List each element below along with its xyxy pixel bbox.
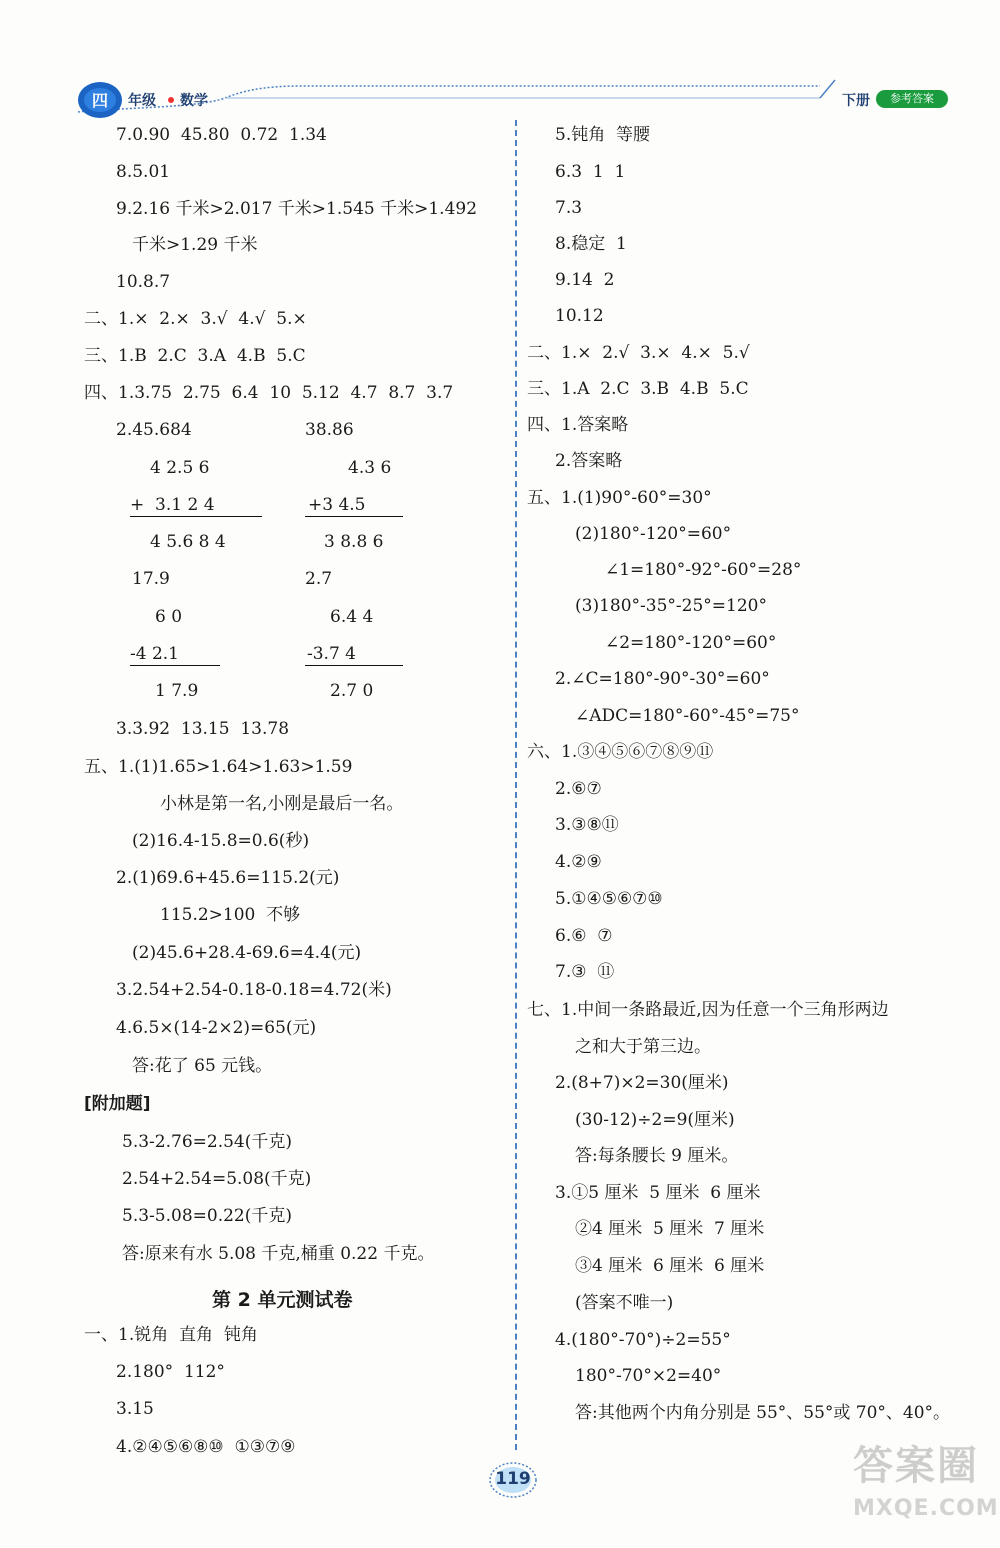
answer-line: (2)180°-120°=60° — [575, 524, 732, 544]
answer-line: 答:每条腰长 9 厘米。 — [575, 1146, 739, 1166]
vertical-calc-line: 6 0 — [155, 607, 183, 627]
answer-line: 七、1.中间一条路最近,因为任意一个三角形两边 — [527, 1000, 889, 1020]
vertical-calc-line: 4 2.5 6 — [150, 458, 210, 478]
answer-line: 10.8.7 — [116, 272, 171, 292]
answer-tag: 参考答案 — [876, 90, 948, 108]
answer-line: 2.∠C=180°-90°-30°=60° — [555, 669, 770, 689]
answer-line: 9.14 2 — [555, 270, 615, 290]
answer-line: 四、1.3.75 2.75 6.4 10 5.12 4.7 8.7 3.7 — [84, 383, 454, 403]
answer-line: 二、1.× 2.√ 3.× 4.× 5.√ — [527, 343, 750, 363]
section-label: [附加题] — [84, 1094, 151, 1114]
answer-line: 4.(180°-70°)÷2=55° — [555, 1330, 731, 1350]
answer-line: 8.稳定 1 — [555, 234, 627, 254]
answer-line: 7.0.90 45.80 0.72 1.34 — [116, 125, 327, 145]
vertical-calc-line: +3 4.5 — [308, 495, 366, 515]
grade-label: 年级 — [128, 93, 156, 109]
answer-line: 38.86 — [305, 420, 354, 440]
answer-line: ②4 厘米 5 厘米 7 厘米 — [575, 1219, 765, 1239]
dot-icon — [168, 97, 174, 103]
answer-line: 三、1.A 2.C 3.B 4.B 5.C — [527, 379, 749, 399]
answer-line: (答案不唯一) — [575, 1293, 674, 1313]
watermark-url: MXQE.COM — [853, 1496, 999, 1521]
answer-line: (2)45.6+28.4-69.6=4.4(元) — [132, 943, 362, 963]
vertical-calc-line: 2.7 0 — [330, 681, 374, 701]
vertical-calc-line: 1 7.9 — [155, 681, 199, 701]
answer-line: 五、1.(1)1.65>1.64>1.63>1.59 — [84, 757, 353, 777]
answer-line: 之和大于第三边。 — [575, 1037, 711, 1057]
answer-line: 2.答案略 — [555, 451, 623, 471]
vertical-calc-line: 6.4 4 — [330, 607, 374, 627]
answer-line: 6.3 1 1 — [555, 162, 626, 182]
calc-rule — [130, 516, 262, 518]
watermark — [845, 1420, 999, 1540]
calc-rule — [305, 516, 403, 518]
answer-line: 六、1.③④⑤⑥⑦⑧⑨⑪ — [527, 742, 714, 762]
answer-line: 6.⑥ ⑦ — [555, 926, 613, 946]
answer-line: 四、1.答案略 — [527, 415, 629, 435]
answer-line: (30-12)÷2=9(厘米) — [575, 1110, 735, 1130]
answer-line: 4.②④⑤⑥⑧⑩ ①③⑦⑨ — [116, 1437, 296, 1457]
answer-line: 三、1.B 2.C 3.A 4.B 5.C — [84, 346, 306, 366]
page-number-text: 119 — [495, 1469, 531, 1489]
answer-line: 5.①④⑤⑥⑦⑩ — [555, 889, 663, 909]
vertical-calc-line: 4.3 6 — [348, 458, 392, 478]
answer-line: (2)16.4-15.8=0.6(秒) — [132, 831, 310, 851]
answer-line: (3)180°-35°-25°=120° — [575, 596, 767, 616]
vertical-calc-line: + 3.1 2 4 — [130, 495, 215, 515]
answer-line: 10.12 — [555, 306, 604, 326]
answer-line: 4.6.5×(14-2×2)=65(元) — [116, 1018, 317, 1038]
answer-line: 千米>1.29 千米 — [132, 235, 258, 255]
answer-line: 3.3.92 13.15 13.78 — [116, 719, 290, 739]
column-divider — [515, 120, 517, 1450]
answer-line: 5.钝角 等腰 — [555, 125, 651, 145]
answer-line: 7.③ ⑪ — [555, 962, 615, 982]
answer-line: ∠2=180°-120°=60° — [605, 633, 777, 653]
calc-rule — [305, 665, 403, 667]
answer-line: 一、1.锐角 直角 钝角 — [84, 1325, 258, 1345]
answer-line: 二、1.× 2.× 3.√ 4.√ 5.× — [84, 309, 307, 329]
answer-line: ∠ADC=180°-60°-45°=75° — [575, 706, 800, 726]
answer-line: 3.15 — [116, 1399, 154, 1419]
grade-badge: 四 — [91, 91, 108, 110]
answer-line: 2.(1)69.6+45.6=115.2(元) — [116, 868, 340, 888]
answer-line: 2.54+2.54=5.08(千克) — [122, 1169, 312, 1189]
page-number — [488, 1460, 538, 1500]
answer-line: 答:其他两个内角分别是 55°、55°或 70°、40°。 — [575, 1403, 951, 1423]
answer-line: 2.45.684 — [116, 420, 192, 440]
answer-line: 2.7 — [305, 569, 333, 589]
answer-line: 9.2.16 千米>2.017 千米>1.545 千米>1.492 — [116, 199, 478, 219]
vertical-calc-line: -4 2.1 — [130, 644, 179, 664]
vertical-calc-line: 4 5.6 8 4 — [150, 532, 226, 552]
answer-line: ③4 厘米 6 厘米 6 厘米 — [575, 1256, 765, 1276]
answer-line: 答:花了 65 元钱。 — [132, 1056, 273, 1076]
answer-line: 115.2>100 不够 — [160, 905, 301, 925]
answer-line: 5.3-5.08=0.22(千克) — [122, 1206, 292, 1226]
answer-line: 答:原来有水 5.08 千克,桶重 0.22 千克。 — [122, 1244, 435, 1264]
calc-rule — [130, 665, 220, 667]
answer-line: ∠1=180°-92°-60°=28° — [605, 560, 802, 580]
unit-title: 第 2 单元测试卷 — [212, 1289, 353, 1311]
answer-line: 2.⑥⑦ — [555, 779, 602, 799]
volume-label: 下册 — [842, 93, 870, 109]
answer-line: 2.180° 112° — [116, 1362, 225, 1382]
answer-line: 5.3-2.76=2.54(千克) — [122, 1132, 292, 1152]
answer-line: 8.5.01 — [116, 162, 171, 182]
answer-line: 3.2.54+2.54-0.18-0.18=4.72(米) — [116, 980, 392, 1000]
watermark-logo: 答案圈 — [853, 1443, 979, 1489]
vertical-calc-line: 3 8.8 6 — [324, 532, 384, 552]
answer-line: 7.3 — [555, 198, 583, 218]
answer-line: 4.②⑨ — [555, 852, 602, 872]
answer-line: 3.①5 厘米 5 厘米 6 厘米 — [555, 1183, 761, 1203]
subject-label: 数学 — [180, 93, 208, 109]
answer-line: 2.(8+7)×2=30(厘米) — [555, 1073, 729, 1093]
answer-line: 17.9 — [132, 569, 170, 589]
answer-line: 小林是第一名,小刚是最后一名。 — [160, 794, 404, 814]
answer-line: 3.③⑧⑪ — [555, 815, 619, 835]
vertical-calc-line: -3.7 4 — [307, 644, 356, 664]
answer-line: 五、1.(1)90°-60°=30° — [527, 488, 712, 508]
answer-line: 180°-70°×2=40° — [575, 1366, 722, 1386]
